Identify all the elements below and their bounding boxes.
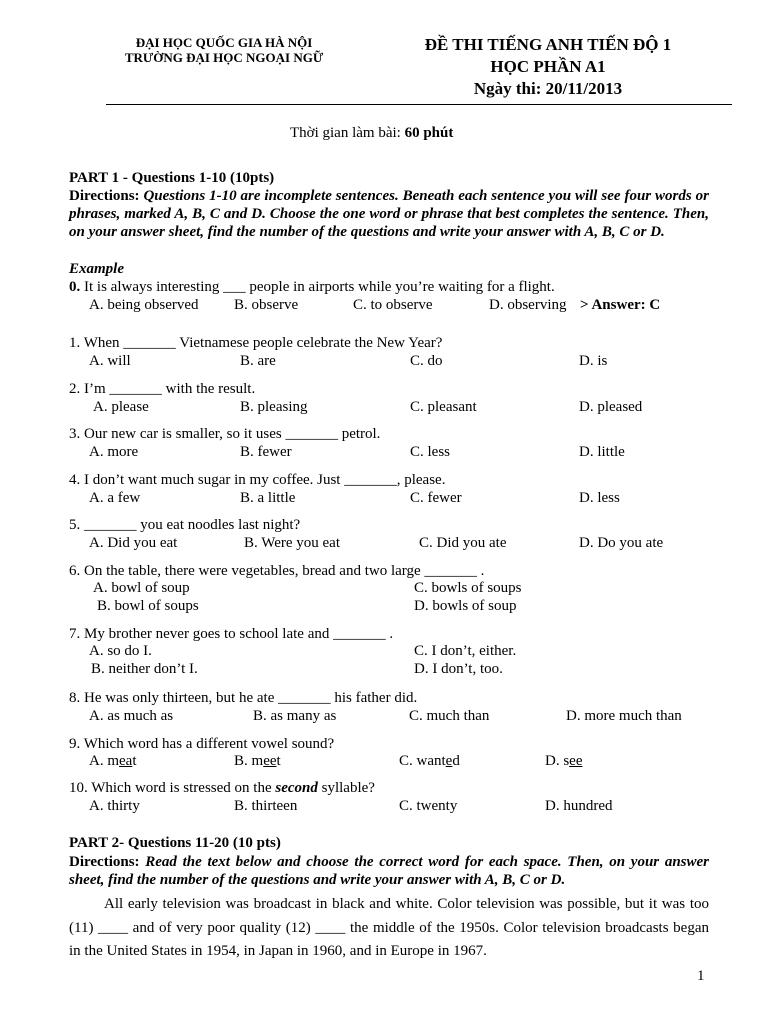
- part1-title: PART 1 - Questions 1-10 (10pts): [69, 170, 275, 186]
- q9-b-post: t: [276, 753, 281, 769]
- course-name: HỌC PHẦN A1: [490, 57, 606, 76]
- question-8-stem: 8. He was only thirteen, but he ate _______ his father did.: [69, 690, 418, 706]
- question-2-stem: 2. I’m _______ with the result.: [69, 381, 256, 397]
- university-name: ĐẠI HỌC QUỐC GIA HÀ NỘI: [135, 35, 313, 50]
- exam-title: ĐỀ THI TIẾNG ANH TIẾN ĐỘ 1: [424, 35, 672, 54]
- q9-a-underlined: ea: [119, 753, 133, 769]
- question-1-stem: 1. When _______ Vietnamese people celebrate the New Year?: [69, 335, 443, 351]
- question-5-option-a: A. Did you eat: [89, 535, 178, 551]
- question-8-option-b: B. as many as: [253, 708, 337, 724]
- part2-directions-label: Directions:: [69, 854, 140, 870]
- q9-b-pre: B. m: [234, 753, 264, 769]
- question-6-stem: 6. On the table, there were vegetables, bread and two large _______ .: [69, 563, 485, 579]
- q9-a-post: t: [132, 753, 137, 769]
- example-text: It is always interesting ___ people in airports while you’re waiting for a flight.: [84, 279, 555, 295]
- q9-c-underlined: e: [445, 753, 453, 769]
- part1-directions-text: Questions 1-10 are incomplete sentences. Beneath each sentence you will see four words or phrases, marked A, B, C and D. Choose the one word or phrase that best completes the sentence. Then, on your answer sheet, find the number of the questions and write your answer with A, B, C or D.: [69, 188, 709, 240]
- question-9-stem: 9. Which word has a different vowel sound?: [69, 736, 335, 752]
- question-8-option-d: D. more much than: [566, 708, 682, 724]
- q9-c-pre: C. want: [399, 753, 446, 769]
- question-10-option-a: A. thirty: [89, 798, 140, 814]
- question-4-stem: 4. I don’t want much sugar in my coffee. Just _______, please.: [69, 472, 446, 488]
- part1-directions-label: Directions:: [69, 188, 140, 204]
- example-answer: > Answer: C: [580, 297, 661, 313]
- example-option-a: A. being observed: [89, 297, 199, 313]
- question-10-option-c: C. twenty: [399, 798, 458, 814]
- q10-stem-emphasis: second: [275, 780, 318, 796]
- question-6-option-d: D. bowls of soup: [414, 598, 517, 614]
- question-4-option-d: D. less: [579, 490, 620, 506]
- question-2-option-a: A. please: [93, 399, 149, 415]
- question-2-option-c: C. pleasant: [410, 399, 477, 415]
- question-5-stem: 5. _______ you eat noodles last night?: [69, 517, 301, 533]
- question-6-option-a: A. bowl of soup: [93, 580, 190, 596]
- question-7-option-c: C. I don’t, either.: [414, 643, 517, 659]
- question-6-option-b: B. bowl of soups: [97, 598, 199, 614]
- time-value: 60 phút: [404, 125, 454, 141]
- example-option-b: B. observe: [234, 297, 299, 313]
- question-7-option-d: D. I don’t, too.: [414, 661, 503, 677]
- question-2-option-d: D. pleased: [579, 399, 643, 415]
- question-1-option-a: A. will: [89, 353, 131, 369]
- question-7-option-a: A. so do I.: [89, 643, 152, 659]
- q9-a-pre: A. m: [89, 753, 119, 769]
- part2-directions-text: Read the text below and choose the correct word for each space. Then, on your answer sheet, find the number of the questions and write your answer with A, B, C or D.: [69, 854, 710, 888]
- date-value: 20/11/2013: [545, 79, 623, 98]
- q9-c-post: d: [452, 753, 460, 769]
- example-number: 0.: [69, 279, 81, 295]
- question-10-option-d: D. hundred: [545, 798, 613, 814]
- question-4-option-b: B. a little: [240, 490, 296, 506]
- question-3-option-a: A. more: [89, 444, 139, 460]
- question-6-option-c: C. bowls of soups: [414, 580, 522, 596]
- question-8-option-a: A. as much as: [89, 708, 174, 724]
- example-option-d: D. observing: [489, 297, 567, 313]
- question-8-option-c: C. much than: [409, 708, 490, 724]
- question-4-option-a: A. a few: [89, 490, 141, 506]
- question-5-option-c: C. Did you ate: [419, 535, 507, 551]
- question-9-option-b: [234, 753, 281, 770]
- example-option-c: C. to observe: [353, 297, 433, 313]
- question-9-option-a: [89, 753, 137, 770]
- page-number: 1: [697, 968, 705, 984]
- example-label: Example: [69, 261, 124, 277]
- question-4-option-c: C. fewer: [410, 490, 462, 506]
- question-9-option-d: [545, 753, 583, 770]
- time-allowed: [290, 125, 453, 142]
- example-stem: [69, 279, 555, 296]
- school-name: TRƯỜNG ĐẠI HỌC NGOẠI NGỮ: [124, 50, 324, 65]
- question-2-option-b: B. pleasing: [240, 399, 308, 415]
- part2-directions: [69, 853, 709, 889]
- part2-title: PART 2- Questions 11-20 (10 pts): [69, 835, 281, 851]
- q9-b-underlined: ee: [263, 753, 277, 769]
- reading-passage: All early television was broadcast in black and white. Color television was possible, but it was too (11) ____ and of very poor quality (12) ____ the middle of the 1950s. Color television broadcasts began in the United States in 1954, in Japan in 1960, and in Europe in 1967.: [69, 896, 709, 959]
- q9-d-underlined: ee: [569, 753, 583, 769]
- question-1-option-c: C. do: [410, 353, 443, 369]
- question-7-stem: 7. My brother never goes to school late and _______ .: [69, 626, 394, 642]
- question-7-option-b: B. neither don’t I.: [91, 661, 198, 677]
- question-10-option-b: B. thirteen: [234, 798, 298, 814]
- question-9-option-c: [399, 753, 460, 770]
- q9-d-pre: D. s: [545, 753, 570, 769]
- question-10-stem: [69, 780, 375, 797]
- time-label: Thời gian làm bài:: [290, 125, 401, 141]
- question-3-stem: 3. Our new car is smaller, so it uses _______ petrol.: [69, 426, 381, 442]
- question-5-option-d: D. Do you ate: [579, 535, 664, 551]
- question-1-option-b: B. are: [240, 353, 276, 369]
- question-3-option-c: C. less: [410, 444, 451, 460]
- exam-date: [383, 79, 713, 99]
- date-label: Ngày thi:: [473, 79, 542, 98]
- q10-stem-post: syllable?: [321, 780, 375, 796]
- q10-stem-pre: 10. Which word is stressed on the: [69, 780, 272, 796]
- header-divider: [106, 104, 732, 105]
- part1-directions: [69, 187, 709, 241]
- question-1-option-d: D. is: [579, 353, 608, 369]
- question-3-option-b: B. fewer: [240, 444, 292, 460]
- question-3-option-d: D. little: [579, 444, 625, 460]
- question-5-option-b: B. Were you eat: [244, 535, 340, 551]
